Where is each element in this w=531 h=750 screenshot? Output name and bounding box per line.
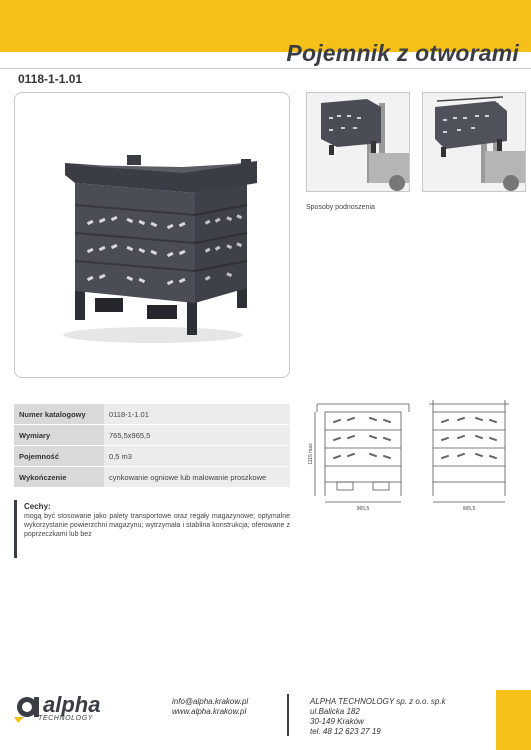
features-accent-bar <box>14 500 17 558</box>
features-text: mogą być stosowane jako palety transportowe oraz regały magazynowe; optymalne wykorzystanie powierzchni magazynu; wytrzymała i stabilna konstrukcja; oferowane z poprzeczkami lub bez <box>24 513 290 538</box>
logo-sub: TECHNOLOGY <box>38 715 94 722</box>
spec-value: 0118-1-1.01 <box>104 404 290 425</box>
phone: tel. 48 12 623 27 19 <box>310 727 381 736</box>
street: ul.Balicka 182 <box>310 707 360 716</box>
lifting-photo-side <box>422 92 526 192</box>
spec-row <box>14 404 290 425</box>
spec-label: Pojemność <box>14 446 104 467</box>
company-logo <box>14 693 104 727</box>
company-name: ALPHA TECHNOLOGY sp. z o.o. sp.k <box>310 697 446 706</box>
drawing-height-label: 1115 max <box>308 443 314 465</box>
technical-drawing <box>303 394 525 514</box>
spec-label: Wymiary <box>14 425 104 446</box>
container-illustration <box>15 93 291 379</box>
spec-label: Numer katalogowy <box>14 404 104 425</box>
city: 30-149 Kraków <box>310 717 364 726</box>
product-photo <box>14 92 290 378</box>
drawing-width-label-front: 965,5 <box>356 506 370 512</box>
features-title: Cechy: <box>24 502 51 511</box>
spec-table <box>14 404 290 488</box>
spec-label: Wykończenie <box>14 467 104 488</box>
website-link[interactable]: www.alpha.krakow.pl <box>172 707 247 716</box>
product-code: 0118-1-1.01 <box>18 72 83 86</box>
spec-value: cynkowanie ogniowe lub malowanie proszkowe <box>104 467 290 488</box>
title-divider <box>0 68 531 69</box>
lifting-methods-caption: Sposoby podnoszenia <box>306 204 375 211</box>
footer-divider <box>287 694 289 736</box>
spec-row <box>14 446 290 467</box>
spec-value: 765,5x965,5 <box>104 425 290 446</box>
corner-accent <box>496 690 531 750</box>
lifting-photo-top <box>306 92 410 192</box>
drawing-width-label-side: 965,5 <box>462 506 476 512</box>
spec-row <box>14 425 290 446</box>
contact-block <box>172 697 248 717</box>
page-title: Pojemnik z otworami <box>286 40 519 66</box>
spec-value: 0,5 m3 <box>104 446 290 467</box>
logo-word: alpha <box>43 692 101 717</box>
spec-row <box>14 467 290 488</box>
email-link[interactable]: info@alpha.krakow.pl <box>172 697 249 706</box>
address-block <box>310 697 446 737</box>
